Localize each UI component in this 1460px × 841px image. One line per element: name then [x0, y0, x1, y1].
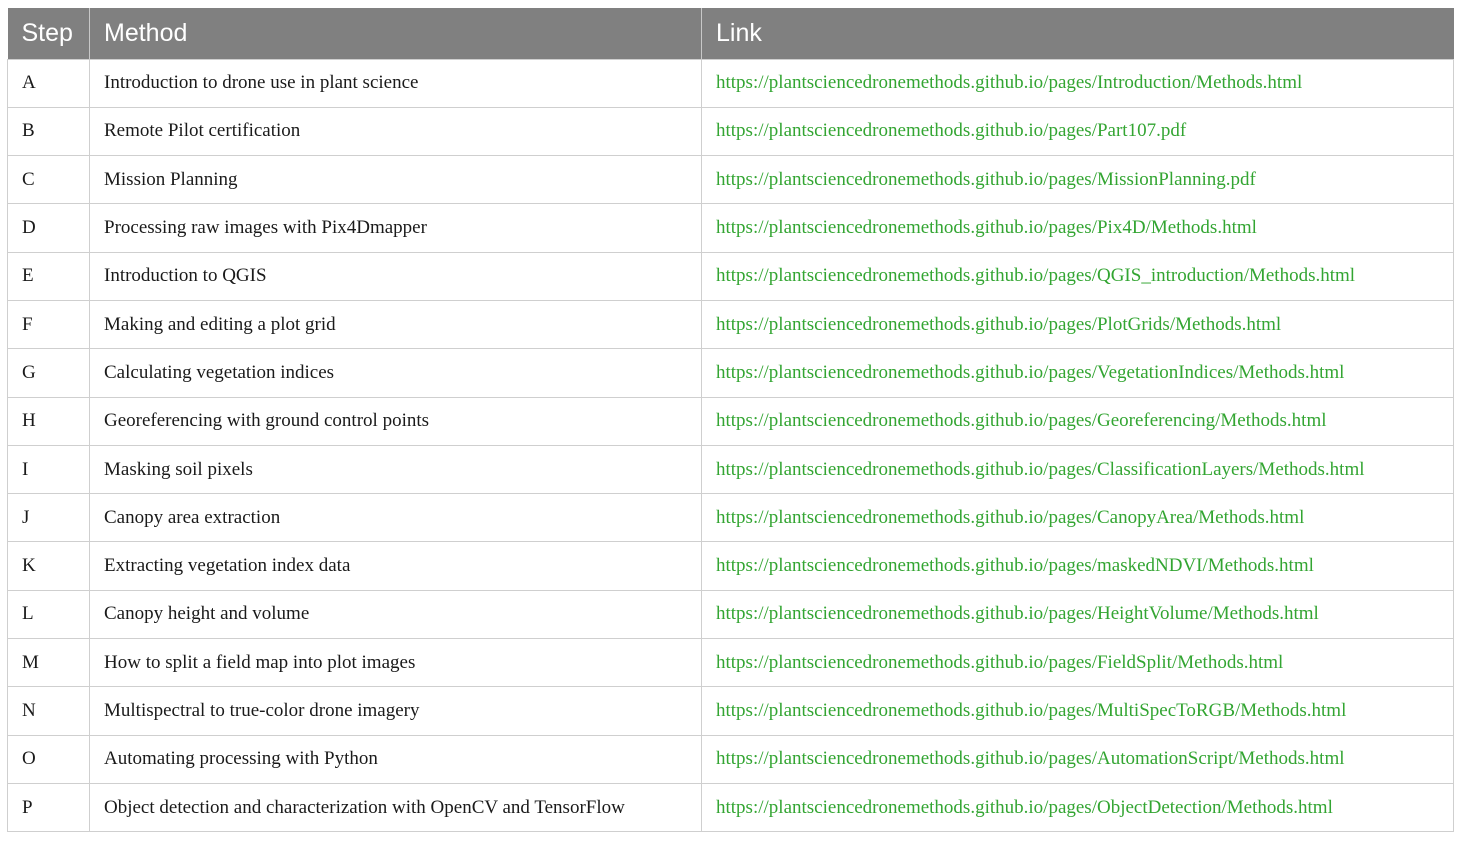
link-cell: [702, 59, 1454, 107]
step-cell: H: [8, 397, 90, 445]
method-link[interactable]: https://plantsciencedronemethods.github.io/pages/QGIS_introduction/Methods.html: [716, 265, 1356, 287]
method-link[interactable]: https://plantsciencedronemethods.github.io/pages/PlotGrids/Methods.html: [716, 313, 1282, 335]
method-cell: How to split a field map into plot images: [90, 639, 702, 687]
method-link[interactable]: https://plantsciencedronemethods.github.io/pages/CanopyArea/Methods.html: [716, 506, 1305, 528]
methods-table: [7, 8, 1454, 832]
method-cell: Canopy area extraction: [90, 494, 702, 542]
method-cell: Automating processing with Python: [90, 735, 702, 783]
method-cell: Mission Planning: [90, 156, 702, 204]
method-cell: Masking soil pixels: [90, 445, 702, 493]
method-link[interactable]: https://plantsciencedronemethods.github.io/pages/HeightVolume/Methods.html: [716, 603, 1319, 625]
method-cell: Georeferencing with ground control points: [90, 397, 702, 445]
method-cell: Multispectral to true-color drone imagery: [90, 687, 702, 735]
step-cell: F: [8, 300, 90, 348]
method-cell: Remote Pilot certification: [90, 107, 702, 155]
step-cell: I: [8, 445, 90, 493]
method-link[interactable]: https://plantsciencedronemethods.github.io/pages/FieldSplit/Methods.html: [716, 651, 1284, 673]
column-header-step: Step: [8, 8, 90, 59]
method-link[interactable]: https://plantsciencedronemethods.github.io/pages/AutomationScript/Methods.html: [716, 748, 1345, 770]
table-row: [8, 735, 1454, 783]
method-link[interactable]: https://plantsciencedronemethods.github.io/pages/maskedNDVI/Methods.html: [716, 555, 1314, 577]
link-cell: [702, 639, 1454, 687]
link-cell: [702, 494, 1454, 542]
link-cell: [702, 687, 1454, 735]
method-cell: Object detection and characterization with OpenCV and TensorFlow: [90, 783, 702, 831]
table-row: [8, 494, 1454, 542]
step-cell: A: [8, 59, 90, 107]
link-cell: [702, 156, 1454, 204]
step-cell: J: [8, 494, 90, 542]
method-cell: Introduction to drone use in plant science: [90, 59, 702, 107]
column-header-link: Link: [716, 18, 762, 47]
step-cell: M: [8, 639, 90, 687]
link-cell: [702, 542, 1454, 590]
table-row: [8, 59, 1454, 107]
link-cell: [702, 204, 1454, 252]
method-link[interactable]: https://plantsciencedronemethods.github.io/pages/Introduction/Methods.html: [716, 72, 1303, 94]
table-row: [8, 349, 1454, 397]
method-link[interactable]: https://plantsciencedronemethods.github.io/pages/Pix4D/Methods.html: [716, 217, 1257, 239]
method-cell: Making and editing a plot grid: [90, 300, 702, 348]
step-cell: P: [8, 783, 90, 831]
link-cell: [702, 300, 1454, 348]
link-cell: [702, 735, 1454, 783]
link-cell: [702, 397, 1454, 445]
step-cell: N: [8, 687, 90, 735]
table-row: [8, 252, 1454, 300]
step-cell: E: [8, 252, 90, 300]
method-cell: Calculating vegetation indices: [90, 349, 702, 397]
table-row: [8, 590, 1454, 638]
step-cell: G: [8, 349, 90, 397]
step-cell: B: [8, 107, 90, 155]
link-cell: [702, 783, 1454, 831]
table-row: [8, 687, 1454, 735]
table-row: [8, 300, 1454, 348]
method-link[interactable]: https://plantsciencedronemethods.github.io/pages/ClassificationLayers/Methods.html: [716, 458, 1365, 480]
method-link[interactable]: https://plantsciencedronemethods.github.io/pages/VegetationIndices/Methods.html: [716, 361, 1345, 383]
table-row: [8, 783, 1454, 831]
method-link[interactable]: https://plantsciencedronemethods.github.io/pages/ObjectDetection/Methods.html: [716, 796, 1333, 818]
table-row: [8, 397, 1454, 445]
step-cell: O: [8, 735, 90, 783]
table-row: [8, 445, 1454, 493]
step-cell: K: [8, 542, 90, 590]
table-body: [8, 59, 1454, 832]
method-link[interactable]: https://plantsciencedronemethods.github.io/pages/Part107.pdf: [716, 120, 1187, 142]
column-header-method: Method: [90, 8, 702, 59]
method-cell: Canopy height and volume: [90, 590, 702, 638]
link-cell: [702, 590, 1454, 638]
link-cell: [702, 107, 1454, 155]
table-row: [8, 542, 1454, 590]
method-cell: Extracting vegetation index data: [90, 542, 702, 590]
step-cell: D: [8, 204, 90, 252]
method-link[interactable]: https://plantsciencedronemethods.github.io/pages/Georeferencing/Methods.html: [716, 410, 1327, 432]
table-row: [8, 639, 1454, 687]
step-cell: C: [8, 156, 90, 204]
method-link[interactable]: https://plantsciencedronemethods.github.io/pages/MultiSpecToRGB/Methods.html: [716, 700, 1347, 721]
table-row: [8, 107, 1454, 155]
header-row: [8, 8, 1454, 59]
table-header: [8, 8, 1454, 59]
method-link[interactable]: https://plantsciencedronemethods.github.io/pages/MissionPlanning.pdf: [716, 168, 1256, 190]
step-cell: L: [8, 590, 90, 638]
table-row: [8, 204, 1454, 252]
methods-table-container: [7, 8, 1453, 832]
link-cell: [702, 252, 1454, 300]
method-cell: Processing raw images with Pix4Dmapper: [90, 204, 702, 252]
method-cell: Introduction to QGIS: [90, 252, 702, 300]
link-cell: [702, 445, 1454, 493]
table-row: [8, 156, 1454, 204]
link-cell: [702, 349, 1454, 397]
